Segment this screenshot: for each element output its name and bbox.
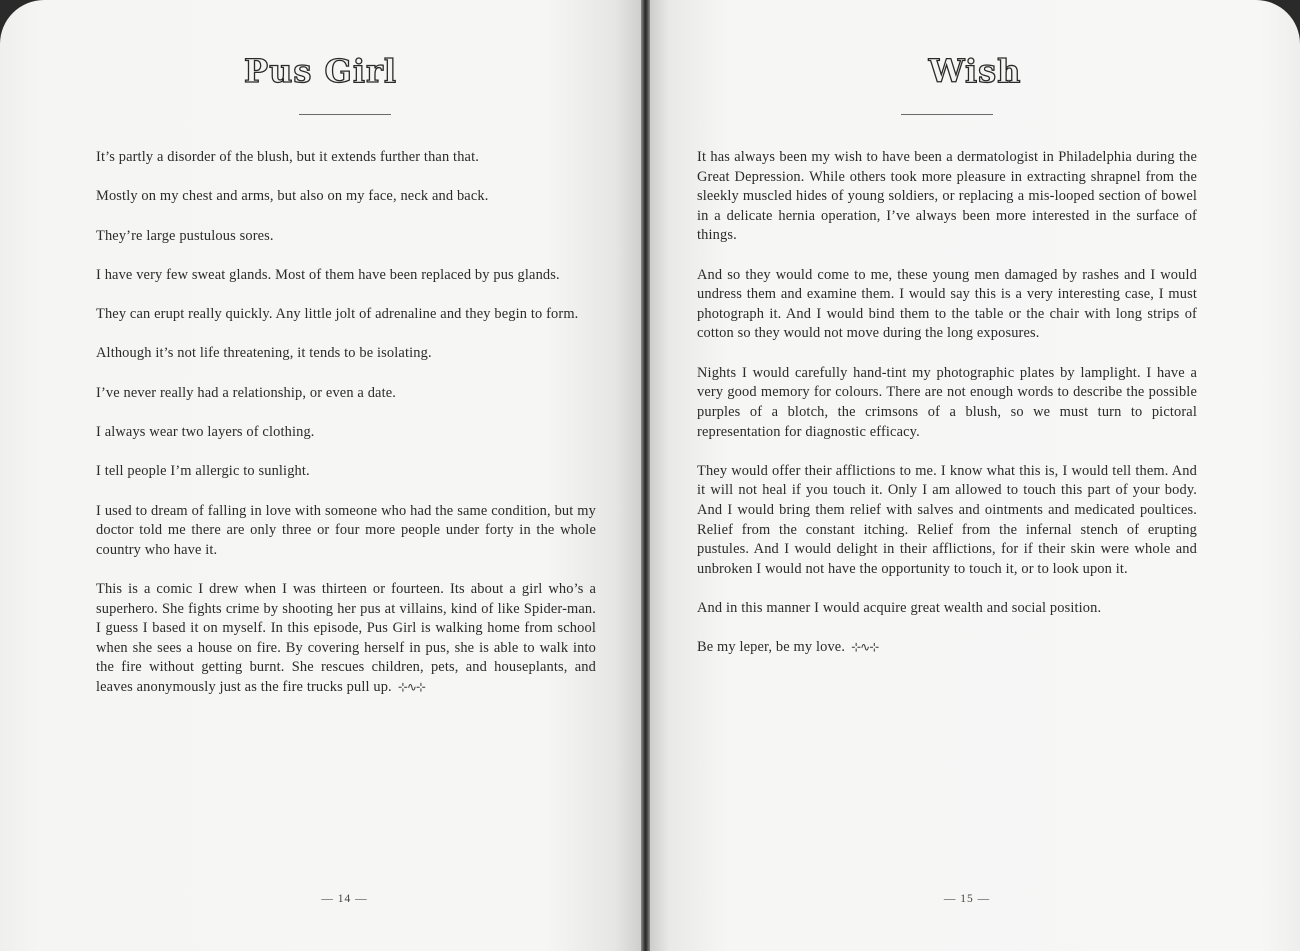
paragraph: It’s partly a disorder of the blush, but it extends further than that.	[96, 149, 479, 165]
title-rule	[901, 114, 993, 115]
title-rule	[299, 114, 391, 115]
page-number: — 14 —	[321, 893, 368, 905]
book-gutter	[641, 0, 650, 951]
paragraph: I’ve never really had a relationship, or even a date.	[96, 384, 397, 401]
paragraph: I always wear two layers of clothing.	[96, 423, 315, 440]
paragraph: I tell people I’m allergic to sunlight.	[96, 463, 310, 480]
end-ornament-icon: ⊹∿⊹	[851, 640, 879, 655]
page-title: Wish	[928, 52, 1022, 90]
paragraph-last	[96, 580, 596, 698]
right-page	[650, 0, 1300, 951]
page-body	[96, 148, 596, 717]
paragraph-text: This is a comic I drew when I was thirteen or fourteen. Its about a girl who’s a superhero. She fights crime by shooting her pus at villains, kind of like Spider-man. I guess I based it on myself. In this episode, Pus Girl is walking home from school when she sees a house on fire. By covering herself in pus, she is able to walk into the fire without getting burnt. She rescues children, pets, and houseplants, and leaves anonymously just as the fire trucks pull up.	[96, 581, 596, 695]
page-body	[697, 148, 1197, 678]
end-ornament-icon: ⊹∿⊹	[397, 679, 425, 694]
paragraph: I have very few sweat glands. Most of them have been replaced by pus glands.	[96, 266, 560, 283]
page-title: Pus Girl	[244, 52, 397, 90]
paragraph-text: Be my leper, be my love.	[697, 639, 846, 656]
paragraph: Mostly on my chest and arms, but also on my face, neck and back.	[96, 188, 489, 205]
paragraph: And so they would come to me, these young men damaged by rashes and I would undress them and examine them. I would say this is a very interesting case, I must photograph it. And I would bind them to the table or the chair with long strips of cotton so they would not move during the long exposures.	[697, 266, 1197, 342]
paragraph: I used to dream of falling in love with someone who had the same condition, but my doctor told me there are only three or four more people under forty in the whole country who have it.	[96, 502, 596, 558]
paragraph-last	[697, 638, 1197, 658]
paragraph: They’re large pustulous sores.	[96, 227, 274, 244]
paragraph: They can erupt really quickly. Any little jolt of adrenaline and they begin to form.	[96, 306, 579, 323]
page-number: — 15 —	[943, 893, 991, 905]
paragraph: It has always been my wish to have been a dermatologist in Philadelphia during the Great Depression. While others took more pleasure in extracting shrapnel from the sleekly muscled hides of young soldiers, or replacing a mis-looped section of bowel in a delicate hernia operation, I’ve always been more interested in the surface of things.	[697, 149, 1197, 244]
paragraph: They would offer their afflictions to me. I know what this is, I would tell them. And it will not heal if you touch it. Only I am allowed to touch this part of your body. And I would bring them relief with salves and ointments and medicated poultices. Relief from the constant itching. Relief from the infernal stench of erupting pustules. And I would delight in their afflictions, for if their skin were whole and unbroken I would not have the opportunity to touch it, or to look upon it.	[697, 462, 1197, 577]
paragraph: Nights I would carefully hand-tint my photographic plates by lamplight. I have a very good memory for colours. There are not enough words to describe the possible purples of a blotch, the crimsons of a blush, so we must turn to pictoral representation for diagnostic efficacy.	[697, 364, 1197, 440]
paragraph: Although it’s not life threatening, it tends to be isolating.	[96, 345, 432, 362]
paragraph: And in this manner I would acquire great wealth and social position.	[697, 600, 1102, 617]
left-page	[0, 0, 641, 951]
